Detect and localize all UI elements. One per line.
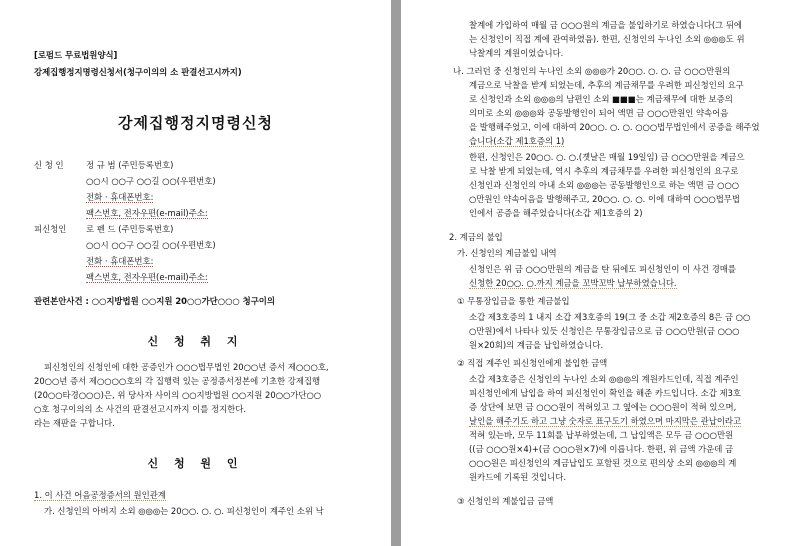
form-name: 강제집행정지명령신청서(청구이의의 소 판결선고시까지) xyxy=(34,67,242,77)
respondent-name: 로 펜 드 (주민등록번호) xyxy=(86,224,174,234)
purpose-line: 20○○년 증서 제○○○○호의 각 집행력 있는 공정증서정본에 기초한 강제집행 xyxy=(34,376,321,386)
para-line: 찰계에 가입하여 매월 금 ○○○원의 계금을 불입하기로 하였습니다(그 뒤에 xyxy=(469,20,743,30)
document-page-left xyxy=(0,0,391,546)
para-line: 피신청인에게 납입을 하여 피신청인이 확인을 해준 카드입니다. 소갑 제3호 xyxy=(469,388,741,398)
para-line: ((금 ○○○원×4)+(금 ○○○원×7)에 이릅니다. 한편, 위 금액 가운데 금 xyxy=(469,444,734,454)
applicant-address: ○○시 ○○구 ○○길 ○○(우편번호) xyxy=(86,176,216,186)
section-2-title: 2. 계금의 불입 xyxy=(449,232,503,242)
para-line: 신청인은 위 금 ○○○만원의 계금을 탄 뒤에도 피신청인이 이 사건 경매를 xyxy=(469,264,736,274)
para-line: ○○○원은 피신청인의 계금납입도 포함된 것으로 편의상 소외 ◎◎◎의 계 xyxy=(469,458,737,468)
para-line: 원×20회)의 계금을 납입하였습니다. xyxy=(469,340,604,350)
para-line: 인에서 공증을 해주었습니다(소갑 제1호증의 2) xyxy=(469,208,643,218)
applicant-phone-text: 전화 · 휴대폰번호: xyxy=(86,192,154,202)
respondent-address: ○○시 ○○구 ○○길 ○○(우편번호) xyxy=(86,240,216,250)
para-line: 한편, 신청인은 20○○. ○. ○.(곗날은 매월 19일임) 금 ○○○만원을 계금으 xyxy=(469,152,745,162)
sub-2-title: ② 직접 계주인 피신청인에게 불입한 금액 xyxy=(457,358,608,368)
page-gap xyxy=(391,0,401,546)
para-line: 로 낙찰 받게 되었는데, 역시 추후의 계금채무를 우려한 피신청인의 요구로 xyxy=(469,166,739,176)
para-line: ○만원)에서 나타나 있듯 신청인은 무통장입금으로 금 ○○○만원(금 ○○○ xyxy=(469,326,740,336)
cause-section-1 xyxy=(34,490,166,501)
para-line: 날인을 해주기도 하고 그냥 숫자로 표구도기 하였으며 마지막은 관납이라고 xyxy=(469,416,742,426)
para-line: 을 발행해주었고, 이에 대하여 20○○. ○. ○. ○○○법무법인에서 공증을 해주었 xyxy=(469,122,760,132)
related-case: 관련본안사건 : ○○지방법원 ○○지원 20○○가단○○○ 청구이의 xyxy=(34,296,275,306)
purpose-line: (20○○타경○○○)은, 위 당사자 사이의 ○○지방법원 ○○지원 20○○가단○○ xyxy=(34,390,322,400)
para-line: 로 신청인과 소외 ◎◎◎의 남편인 소외 ■■■는 계금채무에 대한 보증의 xyxy=(469,94,733,104)
purpose-line: ○호 청구이의의 소 사건의 판결선고시까지 이를 정지한다. xyxy=(34,404,247,414)
para-line-wrap xyxy=(469,416,741,427)
applicant-fax-text: 팩스번호, 전자우편(e-mail)주소: xyxy=(86,208,208,218)
para-line: 소갑 제3호증의 1 내지 소갑 제3호증의 19(그 중 소갑 제2호증의 8은 금 ○○ xyxy=(469,312,751,322)
purpose-line: 라는 재판을 구합니다. xyxy=(34,418,115,428)
respondent-fax-text: 팩스번호, 전자우편(e-mail)주소: xyxy=(86,272,208,282)
cause-section-1-text: 1. 이 사건 어음공정증서의 원인관계 xyxy=(34,490,166,500)
para-line: 신청인과 신청인의 아내 소외 ◎◎◎는 공동발행인으로 하는 액면 금 ○○○ xyxy=(469,180,740,190)
respondent-phone-text: 전화 · 휴대폰번호: xyxy=(86,256,154,266)
para-line: 원카드에 기록된 것입니다. xyxy=(469,472,566,482)
para-line: 는 신청인이 직접 계에 관여하였음). 한편, 신청인의 누나인 소외 ◎◎◎도 위 xyxy=(469,34,745,44)
applicant-label: 신 청 인 xyxy=(34,160,64,170)
applicant-phone xyxy=(86,192,153,203)
para-line: 계금으로 낙찰을 받게 되었는데, 추후의 계금채무를 우려한 피신청인의 요구 xyxy=(469,80,744,90)
para-line: 소갑 제3호증은 신청인의 누나인 소외 ◎◎◎의 계원카드인데, 직접 계주인 xyxy=(469,374,739,384)
sub-1-title: ① 무통장입금을 통한 계금불입 xyxy=(457,296,570,306)
para-line: 증 상단에 보면 금 ○○○원이 적혀있고 그 옆에는 ○○○원이 적혀 있으며, xyxy=(469,402,737,412)
respondent-label: 피신청인 xyxy=(34,224,67,234)
para-line: ○만원인 약속어음을 발행해주고, 20○○. ○. ○. 이에 대하여 ○○○법무법 xyxy=(469,194,740,204)
para-line: 습니다(소갑 제1호증의 1) xyxy=(469,136,565,146)
sub-3-title: ③ 신청인의 계불입금 금액 xyxy=(457,496,554,506)
brand-tag: [로펌드 무료법원양식] xyxy=(34,50,118,60)
para-line: 나. 그러던 중 신청인의 누나인 소외 ◎◎◎가 20○○. ○. ○. 금 ○○○만원의 xyxy=(453,66,731,76)
document-page-right xyxy=(401,0,800,546)
respondent-phone xyxy=(86,256,153,267)
purpose-heading: 신 청 취 지 xyxy=(147,335,244,348)
applicant-name: 정 규 범 (주민등록번호) xyxy=(86,160,174,170)
para-line-wrap xyxy=(469,136,564,147)
subsection-ga: 가. 신청인의 계금불입 내역 xyxy=(457,248,557,258)
document-title: 강제집행정지명령신청 xyxy=(118,114,273,132)
para-line: 적혀 있는바, 모두 11회를 납부하였는데, 그 납입액은 모두 금 ○○○만원 xyxy=(469,430,734,440)
purpose-line: 피신청인의 신청인에 대한 공증인가 ○○○법무법인 20○○년 증서 제○○○호, xyxy=(44,362,329,372)
cause-line-1: 가. 신청인의 아버지 소외 ◎◎◎는 20○○. ○. ○. 피신청인이 계주인 소위 낙 xyxy=(44,506,324,516)
para-line: 신청한 20○○. ○.까지 계금을 꼬박꼬박 납부하였습니다. xyxy=(469,278,677,288)
cause-heading: 신 청 원 인 xyxy=(147,457,244,470)
applicant-fax xyxy=(86,208,208,219)
para-line-wrap xyxy=(469,278,677,289)
para-line: 낙찰계의 계원이었습니다. xyxy=(469,48,564,58)
respondent-fax xyxy=(86,272,208,283)
para-line: 의미로 소외 ◎◎◎와 공동발행인이 되어 액면 금 ○○○만원인 약속어음 xyxy=(469,108,729,118)
